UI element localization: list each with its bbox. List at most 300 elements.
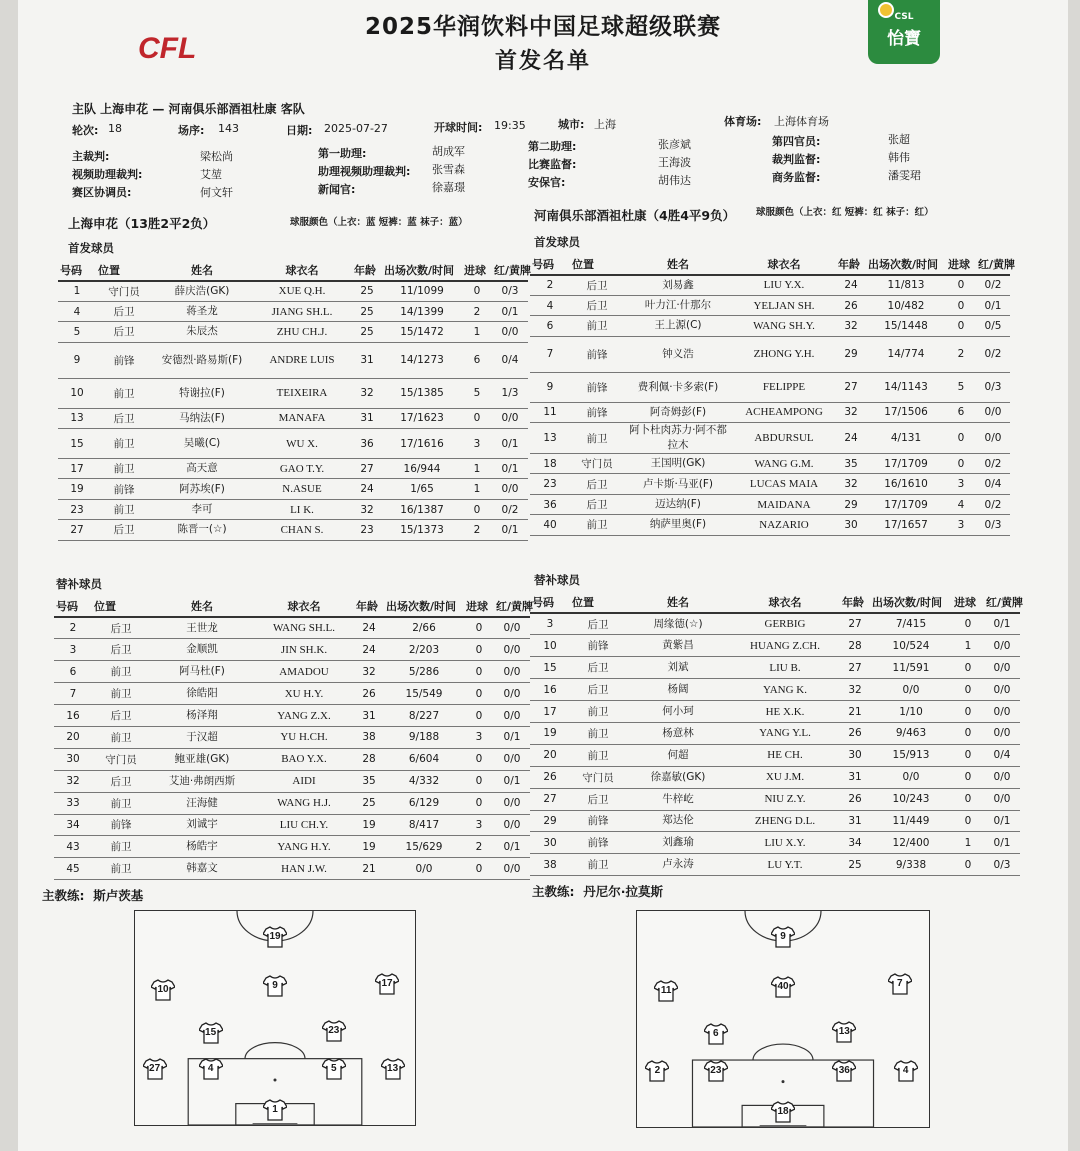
- official-value: 艾堃: [200, 168, 222, 181]
- cell-no: 2: [530, 275, 570, 295]
- cell-apps: 10/243: [870, 788, 952, 810]
- table-row: [530, 316, 1010, 336]
- cell-no: 17: [58, 459, 96, 479]
- cell-pos: 前卫: [96, 499, 152, 519]
- cell-no: 23: [530, 474, 570, 494]
- cell-cards: 0/0: [492, 479, 528, 499]
- cell-name: 韩嘉文: [150, 858, 254, 880]
- cell-cards: 0/4: [984, 744, 1020, 766]
- cell-cards: 0/0: [494, 683, 530, 705]
- table-row: [530, 679, 1020, 701]
- jersey-number: 6: [713, 1028, 719, 1040]
- cell-age: 26: [836, 295, 866, 315]
- cell-name: 鲍亚雄(GK): [150, 748, 254, 770]
- cell-cards: 0/1: [984, 613, 1020, 635]
- cell-name: 安德烈·路易斯(F): [152, 342, 252, 378]
- cell-shirt: JIN SH.K.: [254, 639, 354, 661]
- cell-shirt: LU Y.T.: [730, 854, 840, 876]
- cell-shirt: FELIPPE: [732, 372, 836, 402]
- table-header-row: [58, 260, 528, 281]
- cell-age: 34: [840, 832, 870, 854]
- cell-cards: 0/2: [976, 494, 1010, 514]
- cell-goals: 2: [462, 301, 492, 321]
- cell-pos: 后卫: [570, 494, 624, 514]
- cell-name: 郑达伦: [626, 810, 730, 832]
- cell-no: 3: [530, 613, 570, 635]
- player-jersey-icon: [199, 1058, 223, 1080]
- cell-age: 30: [840, 744, 870, 766]
- cell-no: 6: [54, 661, 92, 683]
- table-row: [530, 494, 1010, 514]
- cell-name: 周缘德(☆): [626, 613, 730, 635]
- cell-shirt: JIANG SH.L.: [252, 301, 352, 321]
- cell-cards: 0/4: [492, 342, 528, 378]
- penalty-arc: [245, 1043, 305, 1059]
- cell-apps: 15/1373: [382, 520, 462, 540]
- cell-apps: 2/66: [384, 617, 464, 639]
- round-value: 18: [108, 122, 122, 135]
- cell-goals: 0: [462, 408, 492, 428]
- cell-apps: 11/813: [866, 275, 946, 295]
- cell-cards: 0/1: [492, 459, 528, 479]
- official-value: 胡成军: [432, 145, 465, 158]
- cell-age: 24: [354, 617, 384, 639]
- cell-no: 26: [530, 766, 570, 788]
- date-value: 2025-07-27: [324, 122, 388, 135]
- col-goals: 进球: [464, 596, 494, 617]
- cell-shirt: MANAFA: [252, 408, 352, 428]
- player-jersey-icon: [894, 1060, 918, 1082]
- official-value: 王海波: [658, 156, 691, 169]
- cell-age: 32: [354, 661, 384, 683]
- cell-goals: 0: [946, 454, 976, 474]
- jersey-number: 9: [780, 930, 786, 942]
- cell-no: 4: [58, 301, 96, 321]
- cell-name: 薛庆浩(GK): [152, 281, 252, 301]
- cell-shirt: XUE Q.H.: [252, 281, 352, 301]
- cell-name: 特谢拉(F): [152, 378, 252, 408]
- cell-pos: 前卫: [92, 792, 150, 814]
- cell-goals: 0: [952, 722, 984, 744]
- table-row: [54, 814, 530, 836]
- cell-cards: 0/1: [976, 295, 1010, 315]
- cell-pos: 前锋: [570, 832, 626, 854]
- table-row: [530, 657, 1020, 679]
- cell-shirt: ANDRE LUIS: [252, 342, 352, 378]
- cell-shirt: HUANG Z.CH.: [730, 635, 840, 657]
- cell-goals: 0: [952, 788, 984, 810]
- player-jersey-icon: [888, 973, 912, 995]
- cell-name: 王国明(GK): [624, 454, 732, 474]
- table-row: [530, 474, 1010, 494]
- cell-age: 27: [352, 459, 382, 479]
- away-coach: [532, 882, 663, 900]
- official-label: 主裁判:: [72, 150, 110, 163]
- cell-age: 32: [836, 474, 866, 494]
- cell-cards: 0/1: [984, 832, 1020, 854]
- cell-shirt: WANG G.M.: [732, 454, 836, 474]
- player-jersey-icon: [322, 1020, 346, 1042]
- cell-name: 黄紫昌: [626, 635, 730, 657]
- col-no: 号码: [54, 596, 92, 617]
- cell-apps: 10/524: [870, 635, 952, 657]
- player-jersey-icon: [263, 1099, 287, 1121]
- cell-pos: 前锋: [570, 402, 624, 422]
- cell-pos: 后卫: [96, 301, 152, 321]
- cell-pos: 前锋: [570, 336, 624, 372]
- table-row: [530, 454, 1010, 474]
- cell-cards: 0/1: [494, 836, 530, 858]
- cell-no: 32: [54, 770, 92, 792]
- home-kit-colors: 球服颜色（上衣：蓝 短裤：蓝 袜子：蓝）: [290, 217, 468, 228]
- cell-pos: 后卫: [570, 613, 626, 635]
- cell-goals: 0: [952, 810, 984, 832]
- cell-pos: 前卫: [96, 459, 152, 479]
- kickoff-label: 开球时间:: [434, 121, 483, 134]
- player-jersey-icon: [771, 976, 795, 998]
- cell-age: 35: [354, 770, 384, 792]
- cell-pos: 前卫: [92, 836, 150, 858]
- jersey-number: 19: [269, 930, 281, 942]
- official-value: 何文轩: [200, 186, 233, 199]
- cell-pos: 前卫: [92, 683, 150, 705]
- cell-apps: 15/1448: [866, 316, 946, 336]
- cell-cards: 0/0: [494, 858, 530, 880]
- col-pos: 位置: [570, 254, 624, 275]
- cell-apps: 14/1143: [866, 372, 946, 402]
- cell-name: 何超: [626, 744, 730, 766]
- cell-age: 21: [840, 701, 870, 723]
- col-name: 姓名: [150, 596, 254, 617]
- cell-name: 马纳法(F): [152, 408, 252, 428]
- cell-name: 杨皓宇: [150, 836, 254, 858]
- cell-no: 15: [58, 429, 96, 459]
- col-apps: 出场次数/时间: [382, 260, 462, 281]
- page-title: 2025华润饮料中国足球超级联赛: [364, 14, 721, 40]
- home-coach-label: 主教练:: [42, 888, 85, 903]
- col-cards: 红/黄牌: [492, 260, 528, 281]
- cell-shirt: N.ASUE: [252, 479, 352, 499]
- cell-pos: 前锋: [96, 479, 152, 499]
- cell-age: 35: [836, 454, 866, 474]
- away-starters-table: [530, 254, 1016, 536]
- cell-no: 18: [530, 454, 570, 474]
- venue-value: 上海体育场: [774, 115, 829, 128]
- cell-shirt: LIU X.Y.: [730, 832, 840, 854]
- cell-cards: 0/1: [492, 429, 528, 459]
- cell-goals: 0: [464, 617, 494, 639]
- cell-cards: 0/1: [984, 810, 1020, 832]
- cell-age: 19: [354, 814, 384, 836]
- player-jersey-icon: [151, 979, 175, 1001]
- cell-no: 45: [54, 858, 92, 880]
- cell-no: 23: [58, 499, 96, 519]
- col-age: 年龄: [354, 596, 384, 617]
- cell-no: 11: [530, 402, 570, 422]
- cell-cards: 0/1: [494, 770, 530, 792]
- cell-cards: 0/2: [976, 275, 1010, 295]
- cell-goals: 0: [464, 661, 494, 683]
- jersey-number: 4: [207, 1063, 214, 1075]
- cell-cards: 0/5: [976, 316, 1010, 336]
- cell-pos: 后卫: [92, 617, 150, 639]
- cell-name: 叶力江·什那尔: [624, 295, 732, 315]
- cell-shirt: YU H.CH.: [254, 726, 354, 748]
- table-row: [530, 701, 1020, 723]
- cell-name: 刘易鑫: [624, 275, 732, 295]
- official-label: 赛区协调员:: [72, 186, 132, 199]
- official-value: 徐嘉璟: [432, 181, 465, 194]
- player-jersey-icon: [645, 1060, 669, 1082]
- cell-pos: 守门员: [92, 748, 150, 770]
- cell-pos: 后卫: [570, 657, 626, 679]
- cell-apps: 9/188: [384, 726, 464, 748]
- city-label: 城市:: [558, 118, 585, 131]
- cell-apps: 10/482: [866, 295, 946, 315]
- cell-shirt: AMADOU: [254, 661, 354, 683]
- player-jersey-icon: [771, 1101, 795, 1123]
- cell-no: 43: [54, 836, 92, 858]
- cell-pos: 前锋: [92, 814, 150, 836]
- cell-cards: 0/3: [984, 854, 1020, 876]
- venue-label: 体育场:: [724, 115, 762, 128]
- table-row: [54, 726, 530, 748]
- cell-cards: 0/0: [494, 705, 530, 727]
- cell-age: 26: [840, 788, 870, 810]
- penalty-spot: [274, 1079, 277, 1082]
- cell-cards: 0/1: [492, 520, 528, 540]
- cell-no: 4: [530, 295, 570, 315]
- cell-cards: 0/0: [494, 639, 530, 661]
- player-jersey-icon: [704, 1060, 728, 1082]
- cell-shirt: YANG H.Y.: [254, 836, 354, 858]
- cell-goals: 1: [462, 459, 492, 479]
- home-starters-table: [58, 260, 532, 541]
- goal-line: [760, 1125, 807, 1127]
- home-subs-table: [54, 596, 534, 880]
- cell-apps: 17/1616: [382, 429, 462, 459]
- cell-name: 阿苏埃(F): [152, 479, 252, 499]
- cell-goals: 5: [946, 372, 976, 402]
- cell-no: 29: [530, 810, 570, 832]
- jersey-number: 9: [272, 979, 278, 991]
- jersey-number: 40: [777, 980, 789, 992]
- penalty-spot: [782, 1080, 785, 1083]
- cell-apps: 8/417: [384, 814, 464, 836]
- cell-goals: 0: [464, 770, 494, 792]
- player-jersey-icon: [832, 1021, 856, 1043]
- cell-age: 29: [836, 494, 866, 514]
- jersey-number: 1: [272, 1104, 278, 1116]
- city-value: 上海: [594, 118, 616, 131]
- cell-shirt: TEIXEIRA: [252, 378, 352, 408]
- cell-pos: 前锋: [96, 342, 152, 378]
- cell-shirt: LIU CH.Y.: [254, 814, 354, 836]
- table-row: [530, 295, 1010, 315]
- away-team-name: 河南俱乐部酒祖杜康（4胜4平9负）: [534, 208, 736, 223]
- cell-shirt: MAIDANA: [732, 494, 836, 514]
- col-age: 年龄: [352, 260, 382, 281]
- cell-name: 蒋圣龙: [152, 301, 252, 321]
- cell-name: 王上源(C): [624, 316, 732, 336]
- cell-apps: 16/944: [382, 459, 462, 479]
- jersey-number: 27: [149, 1063, 161, 1075]
- table-row: [54, 639, 530, 661]
- cell-name: 王世龙: [150, 617, 254, 639]
- cell-no: 40: [530, 515, 570, 535]
- cell-goals: 6: [462, 342, 492, 378]
- cell-cards: 0/0: [976, 423, 1010, 454]
- cell-cards: 0/2: [976, 454, 1010, 474]
- cell-age: 25: [354, 792, 384, 814]
- player-jersey-icon: [322, 1058, 346, 1080]
- cell-pos: 后卫: [92, 639, 150, 661]
- cell-pos: 后卫: [96, 322, 152, 342]
- cell-no: 9: [58, 342, 96, 378]
- cell-name: 杨阔: [626, 679, 730, 701]
- official-label: 视频助理裁判:: [72, 168, 143, 181]
- col-shirt: 球衣名: [730, 592, 840, 613]
- home-starters-label: 首发球员: [68, 241, 114, 255]
- table-row: [58, 499, 528, 519]
- cell-name: 何小珂: [626, 701, 730, 723]
- cell-age: 28: [840, 635, 870, 657]
- cell-age: 23: [352, 520, 382, 540]
- cell-shirt: XU J.M.: [730, 766, 840, 788]
- away-kit-colors: 球服颜色（上衣：红 短裤：红 袜子：红）: [756, 207, 934, 218]
- cell-name: 阿奇姆彭(F): [624, 402, 732, 422]
- cell-apps: 15/1472: [382, 322, 462, 342]
- jersey-number: 23: [710, 1064, 722, 1076]
- jersey-number: 4: [902, 1064, 909, 1076]
- table-row: [58, 479, 528, 499]
- home-formation-pitch: [134, 910, 416, 1126]
- cell-pos: 后卫: [570, 474, 624, 494]
- cell-name: 徐皓阳: [150, 683, 254, 705]
- cell-shirt: YELJAN SH.: [732, 295, 836, 315]
- cell-goals: 3: [464, 726, 494, 748]
- table-row: [54, 683, 530, 705]
- table-row: [530, 515, 1010, 535]
- cell-cards: 0/3: [976, 372, 1010, 402]
- cell-shirt: WU X.: [252, 429, 352, 459]
- cell-pos: 前卫: [570, 316, 624, 336]
- cell-age: 25: [352, 281, 382, 301]
- player-jersey-icon: [375, 973, 399, 995]
- col-age: 年龄: [836, 254, 866, 275]
- cell-shirt: YANG K.: [730, 679, 840, 701]
- cell-goals: 1: [462, 322, 492, 342]
- cell-name: 朱辰杰: [152, 322, 252, 342]
- table-row: [530, 336, 1010, 372]
- cell-pos: 前卫: [92, 858, 150, 880]
- table-row: [54, 770, 530, 792]
- cell-apps: 6/604: [384, 748, 464, 770]
- cell-goals: 0: [946, 316, 976, 336]
- table-row: [530, 832, 1020, 854]
- cell-age: 25: [840, 854, 870, 876]
- cell-shirt: LI K.: [252, 499, 352, 519]
- official-label: 助理视频助理裁判:: [318, 165, 411, 178]
- away-starters-label: 首发球员: [534, 235, 580, 249]
- jersey-number: 36: [838, 1064, 850, 1076]
- cell-cards: 0/0: [984, 722, 1020, 744]
- cell-pos: 后卫: [96, 408, 152, 428]
- cell-cards: 0/0: [984, 657, 1020, 679]
- col-goals: 进球: [462, 260, 492, 281]
- player-jersey-icon: [381, 1058, 405, 1080]
- home-subs-label: 替补球员: [56, 577, 102, 591]
- cell-name: 高天意: [152, 459, 252, 479]
- cell-apps: 11/449: [870, 810, 952, 832]
- cell-apps: 17/1709: [866, 494, 946, 514]
- table-row: [54, 705, 530, 727]
- table-row: [54, 617, 530, 639]
- cell-name: 金顺凯: [150, 639, 254, 661]
- cell-name: 杨意林: [626, 722, 730, 744]
- cell-name: 刘斌: [626, 657, 730, 679]
- cell-goals: 0: [946, 423, 976, 454]
- official-value: 张雪森: [432, 163, 465, 176]
- date-label: 日期:: [286, 124, 313, 137]
- cell-pos: 前卫: [92, 726, 150, 748]
- cell-name: 卢永涛: [626, 854, 730, 876]
- table-row: [530, 810, 1020, 832]
- cell-apps: 16/1387: [382, 499, 462, 519]
- cell-goals: 0: [464, 683, 494, 705]
- cell-age: 32: [836, 316, 866, 336]
- player-jersey-icon: [143, 1058, 167, 1080]
- cell-goals: 0: [464, 858, 494, 880]
- cell-shirt: ZHONG Y.H.: [732, 336, 836, 372]
- player-jersey-icon: [199, 1022, 223, 1044]
- cell-name: 吴曦(C): [152, 429, 252, 459]
- cell-apps: 14/774: [866, 336, 946, 372]
- cell-apps: 4/332: [384, 770, 464, 792]
- official-label: 第二助理:: [528, 140, 577, 153]
- cell-age: 25: [352, 301, 382, 321]
- cell-shirt: BAO Y.X.: [254, 748, 354, 770]
- table-row: [54, 836, 530, 858]
- cell-no: 7: [530, 336, 570, 372]
- cell-shirt: HE X.K.: [730, 701, 840, 723]
- table-row: [58, 408, 528, 428]
- jersey-number: 2: [654, 1064, 661, 1076]
- penalty-arc: [753, 1044, 813, 1060]
- cell-name: 李可: [152, 499, 252, 519]
- cell-apps: 9/338: [870, 854, 952, 876]
- cell-age: 31: [352, 342, 382, 378]
- cell-no: 30: [530, 832, 570, 854]
- cell-shirt: LIU Y.X.: [732, 275, 836, 295]
- cell-cards: 0/0: [494, 617, 530, 639]
- cell-no: 34: [54, 814, 92, 836]
- cell-apps: 9/463: [870, 722, 952, 744]
- cell-age: 24: [354, 639, 384, 661]
- cell-pos: 前锋: [570, 635, 626, 657]
- cell-goals: 6: [946, 402, 976, 422]
- cell-shirt: WANG SH.Y.: [732, 316, 836, 336]
- official-label: 裁判监督:: [772, 153, 821, 166]
- cell-name: 刘鑫瑜: [626, 832, 730, 854]
- table-row: [54, 661, 530, 683]
- cell-cards: 0/0: [984, 788, 1020, 810]
- away-coach-name: 丹尼尔·拉莫斯: [583, 884, 663, 899]
- col-name: 姓名: [152, 260, 252, 281]
- cell-goals: 2: [464, 836, 494, 858]
- cell-cards: 0/3: [492, 281, 528, 301]
- player-jersey-icon: [704, 1023, 728, 1045]
